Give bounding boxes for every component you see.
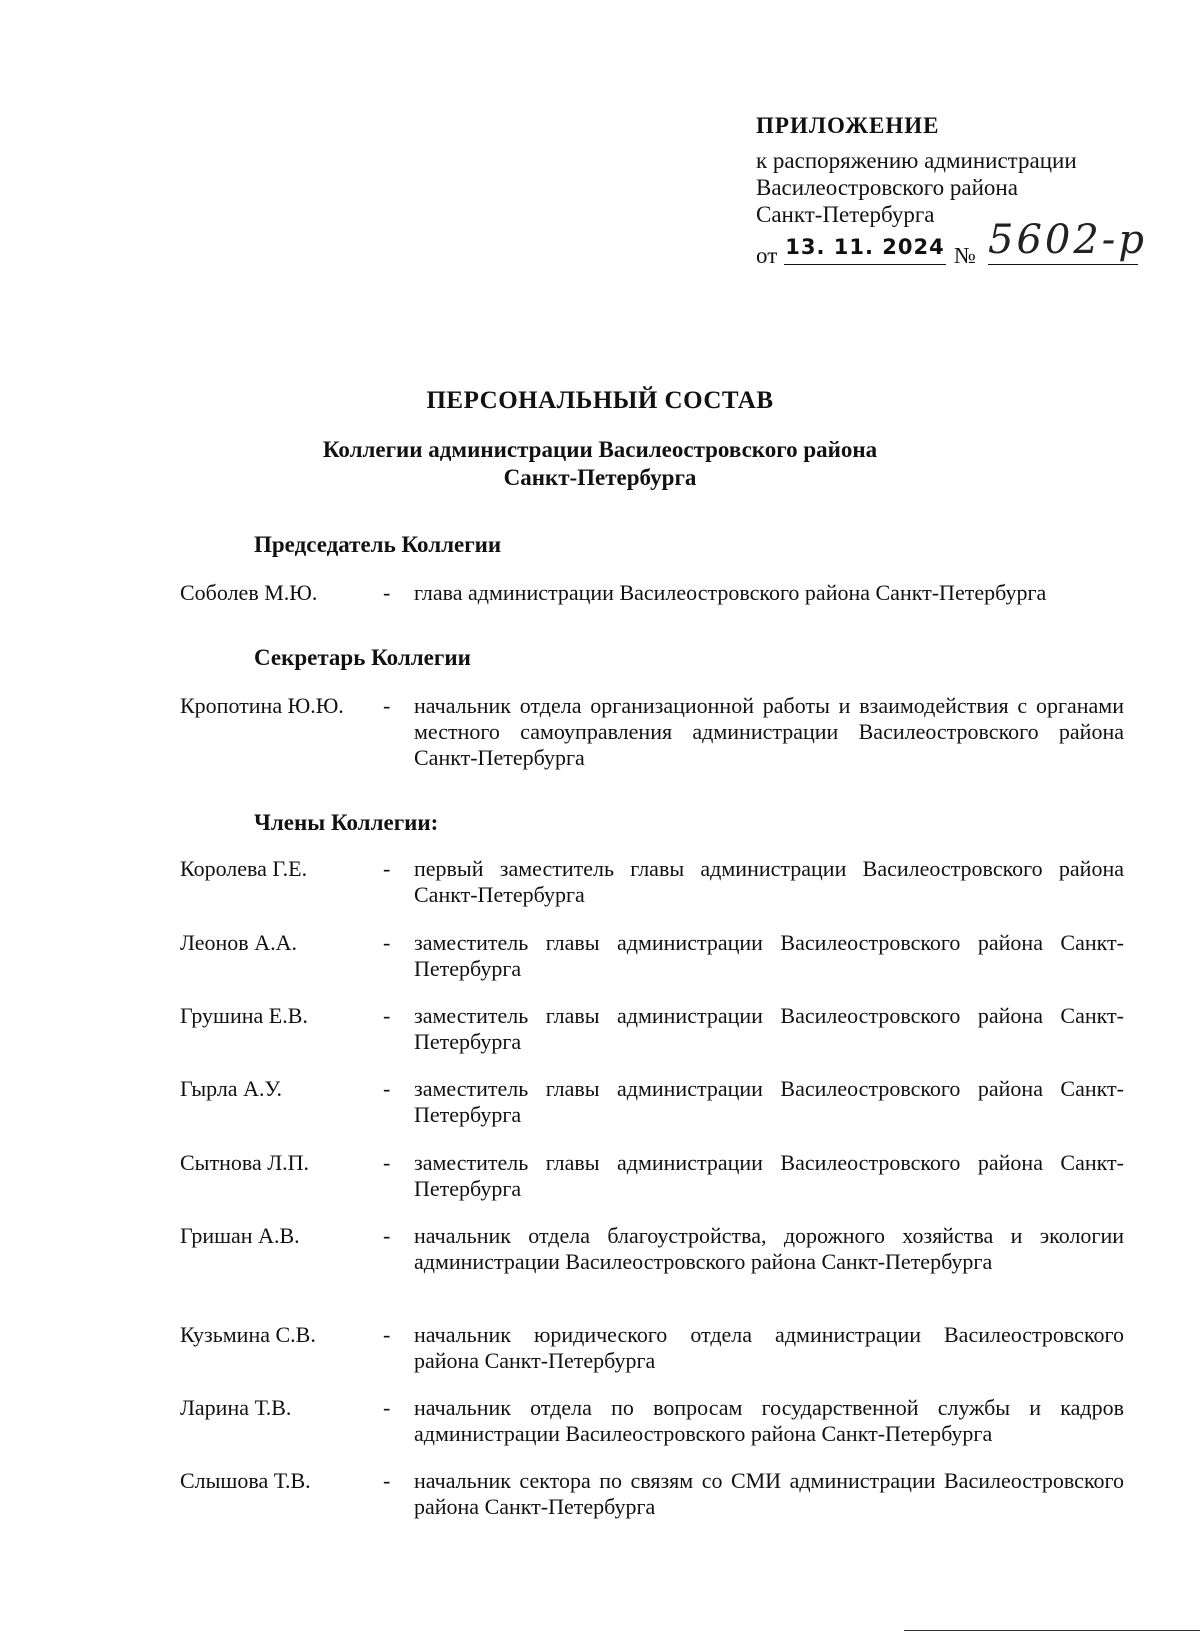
secretary-entry — [180, 693, 1124, 771]
person-role: первый заместитель главы администрации Василеостровского района Санкт-Петербурга — [414, 856, 1124, 907]
order-date: 13. 11. 2024 — [784, 230, 946, 265]
person-role: начальник сектора по связям со СМИ администрации Василеостровского района Санкт-Петербурга — [414, 1468, 1124, 1519]
dash: - — [383, 1150, 391, 1175]
person-name: Кузьмина С.В. — [180, 1322, 316, 1347]
footer-rule — [904, 1630, 1200, 1631]
person-role: начальник отдела благоустройства, дорожного хозяйства и экологии администрации Василеостровского района Санкт-Петербурга — [414, 1223, 1124, 1274]
member-entry — [180, 856, 1124, 908]
member-entry — [180, 1468, 1124, 1520]
dash: - — [383, 1223, 391, 1248]
member-entry — [180, 930, 1124, 982]
member-entry — [180, 1223, 1124, 1275]
person-name: Гырла А.У. — [180, 1076, 282, 1101]
member-entry — [180, 1003, 1124, 1055]
person-name: Королева Г.Е. — [180, 856, 308, 881]
person-name: Леонов А.А. — [180, 930, 297, 955]
person-name: Гришан А.В. — [180, 1223, 300, 1248]
dash: - — [383, 856, 391, 881]
dash: - — [383, 1003, 391, 1028]
document-subtitle — [0, 436, 1200, 492]
person-role: заместитель главы администрации Василеостровского района Санкт-Петербурга — [414, 1003, 1124, 1054]
subtitle-line: Санкт-Петербурга — [503, 465, 697, 490]
person-role: начальник отдела организационной работы и взаимодействия с органами местного самоуправления администрации Василеостровского района Санкт-Петербурга — [414, 693, 1124, 770]
person-name: Ларина Т.В. — [180, 1395, 292, 1420]
appendix-header — [756, 112, 1176, 270]
dash: - — [383, 1468, 391, 1493]
dash: - — [383, 1076, 391, 1101]
person-name: Грушина Е.В. — [180, 1003, 308, 1028]
person-role: заместитель главы администрации Василеостровского района Санкт-Петербурга — [414, 1150, 1124, 1201]
member-entry — [180, 1322, 1124, 1374]
document-title: ПЕРСОНАЛЬНЫЙ СОСТАВ — [426, 387, 774, 414]
person-name: Соболев М.Ю. — [180, 580, 318, 605]
secretary-heading: Секретарь Коллегии — [254, 645, 471, 670]
person-name: Сытнова Л.П. — [180, 1150, 310, 1175]
person-name: Слышова Т.В. — [180, 1468, 311, 1493]
person-role: начальник юридического отдела администрации Василеостровского района Санкт-Петербурга — [414, 1322, 1124, 1373]
subtitle-line: Коллегии администрации Василеостровского района — [322, 437, 878, 462]
appendix-line: к распоряжению администрации — [756, 148, 1077, 173]
members-heading: Члены Коллегии: — [254, 810, 439, 835]
person-role: начальник отдела по вопросам государственной службы и кадров администрации Василеостровского района Санкт-Петербурга — [414, 1395, 1124, 1446]
dash: - — [383, 930, 391, 955]
appendix-line: Санкт-Петербурга — [756, 202, 935, 227]
member-entry — [180, 1395, 1124, 1447]
dash: - — [383, 580, 391, 605]
person-role: заместитель главы администрации Василеостровского района Санкт-Петербурга — [414, 930, 1124, 981]
from-label: от — [756, 243, 778, 268]
number-label: № — [954, 243, 976, 268]
person-name: Кропотина Ю.Ю. — [180, 693, 344, 718]
appendix-line: Василеостровского района — [756, 175, 1018, 200]
person-role: глава администрации Василеостровского района Санкт-Петербурга — [414, 580, 1047, 605]
order-number: 5602-р — [988, 217, 1147, 263]
dash: - — [383, 1322, 391, 1347]
order-reference — [756, 217, 1176, 270]
dash: - — [383, 1395, 391, 1420]
chairman-heading: Председатель Коллегии — [254, 532, 502, 557]
person-role: заместитель главы администрации Василеостровского района Санкт-Петербурга — [414, 1076, 1124, 1127]
dash: - — [383, 693, 391, 718]
chairman-entry — [180, 580, 1124, 606]
member-entry — [180, 1150, 1124, 1202]
appendix-title: ПРИЛОЖЕНИЕ — [756, 113, 940, 138]
member-entry — [180, 1076, 1124, 1128]
